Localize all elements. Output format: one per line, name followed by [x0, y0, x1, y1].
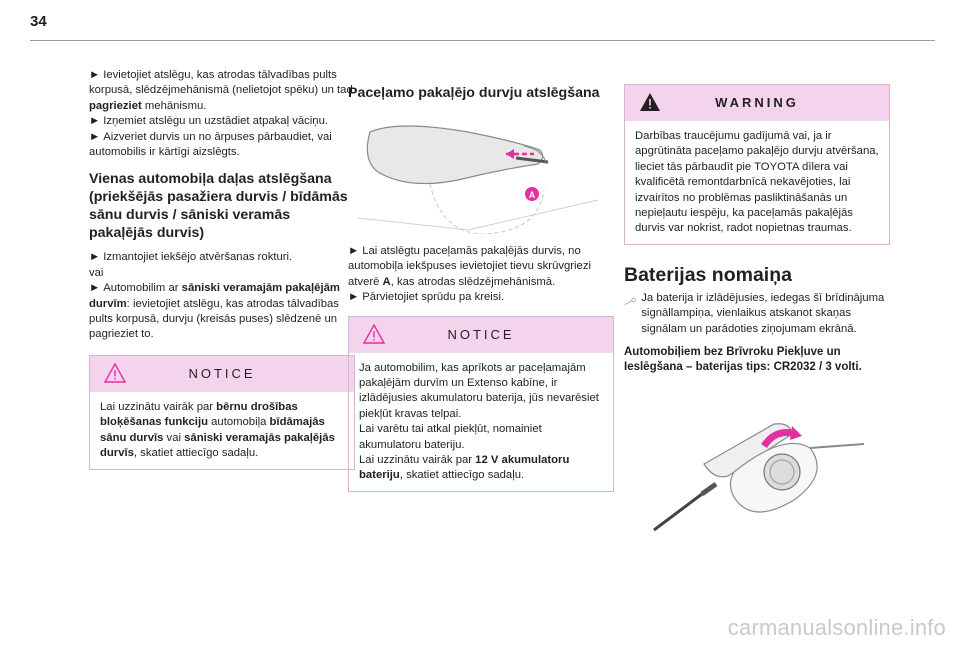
instruction-step: ► Lai atslēgtu paceļamās pakaļējās durvis, no automobiļa iekšpuses ievietojiet tievu skrūvgriezi atverē A, kas atrodas slēdzējmehānismā. ► Pārvietojiet sprūdu pa kreisi.: [348, 245, 591, 304]
notice-box: [89, 355, 355, 470]
instruction-step: ► Ievietojiet atslēgu, kas atrodas tālvadības pults korpusā, slēdzējmehānismā (nelietojot spēku) un tad pagrieziet mehānismu. ► Izņemiet atslēgu un uzstādiet atpakaļ vāciņu. ► Aizveriet durvis un no ārpuses pārbaudiet, vai automobilis ir kārtīgi aizslēgts.: [89, 69, 353, 159]
watermark: carmanualsonline.info: [727, 615, 946, 640]
notice-box: [348, 316, 614, 492]
notice-header: [90, 356, 354, 392]
warning-header: [625, 85, 889, 121]
column-2: [348, 84, 614, 492]
section-title: Baterijas nomaiņa: [624, 263, 792, 286]
notice-body: Ja automobilim, kas aprīkots ar paceļamajām pakaļējām durvīm un Extenso kabīne, ir izlādējusies akumulatoru baterija, jūs nevarēsiet piekļūt kravas telpai. Lai varētu tai atkal piekļūt, nomainiet akumulatoru bateriju. Lai uzzinātu vairāk par 12 V akumulatoru bateriju, skatiet attiecīgo sadaļu.: [359, 361, 599, 482]
page-number: 34: [30, 13, 47, 30]
notice-body: Lai uzzinātu vairāk par bērnu drošības bloķēšanas funkciju automobiļa bīdāmajās sānu durvīs vai sāniski veramajās pakaļējās durvīs, skatiet attiecīgo sadaļu.: [100, 400, 335, 460]
column-1: [89, 68, 355, 470]
warning-triangle-icon: [639, 92, 661, 112]
notice-header: [349, 317, 613, 353]
warning-triangle-icon: [363, 324, 385, 344]
warning-box: [624, 84, 890, 245]
tailgate-lock-illustration: [348, 110, 614, 234]
figure-label: A: [528, 190, 536, 200]
notice-title: NOTICE: [188, 366, 256, 382]
battery-subheading: Automobiļiem bez Brīvroku Piekļuve un Ieslēgšana – baterijas tips: CR2032 / 3 volti.: [624, 346, 862, 374]
warning-title: WARNING: [715, 95, 799, 111]
wrench-icon: [624, 291, 637, 313]
warning-triangle-icon: [104, 363, 126, 383]
top-rule: [30, 40, 935, 41]
key-battery-illustration: [624, 382, 874, 532]
section-heading: Paceļamo pakaļējo durvju atslēgšana: [348, 85, 600, 101]
instruction-step: ► Izmantojiet iekšējo atvēršanas rokturi. vai ► Automobilim ar sāniski veramajām pakaļējām durvīm: ievietojiet atslēgu, kas atrodas tālvadības pults korpusā, durvju (kreisās puses) slēdzenē un pagrieziet to.: [89, 251, 340, 341]
column-3: [624, 84, 890, 532]
section-heading: Vienas automobiļa daļas atslēgšana (priekšējās pasažiera durvis / bīdāmās sānu durvis / sāniski veramās pakaļējās durvis): [89, 171, 348, 242]
warning-body: Darbības traucējumu gadījumā vai, ja ir apgrūtināta paceļamo pakaļējo durvju atvēršana, lieciet tās pārbaudīt pie TOYOTA dīlera vai kvalificētā remontdarbnīcā nekavējoties, lai izvairītos no problēmas pasliktināšanās un nepieļautu iespēju, ka paceļamās pakaļējās durvis var nokrist, radot nopietnas traumas.: [635, 130, 879, 235]
battery-intro: Ja baterija ir izlādējusies, iedegas šī brīdinājuma signāllampiņa, vienlaikus atskanot skaņas signālam un parādoties ziņojumam ekrānā.: [641, 291, 885, 335]
notice-title: NOTICE: [447, 326, 515, 342]
